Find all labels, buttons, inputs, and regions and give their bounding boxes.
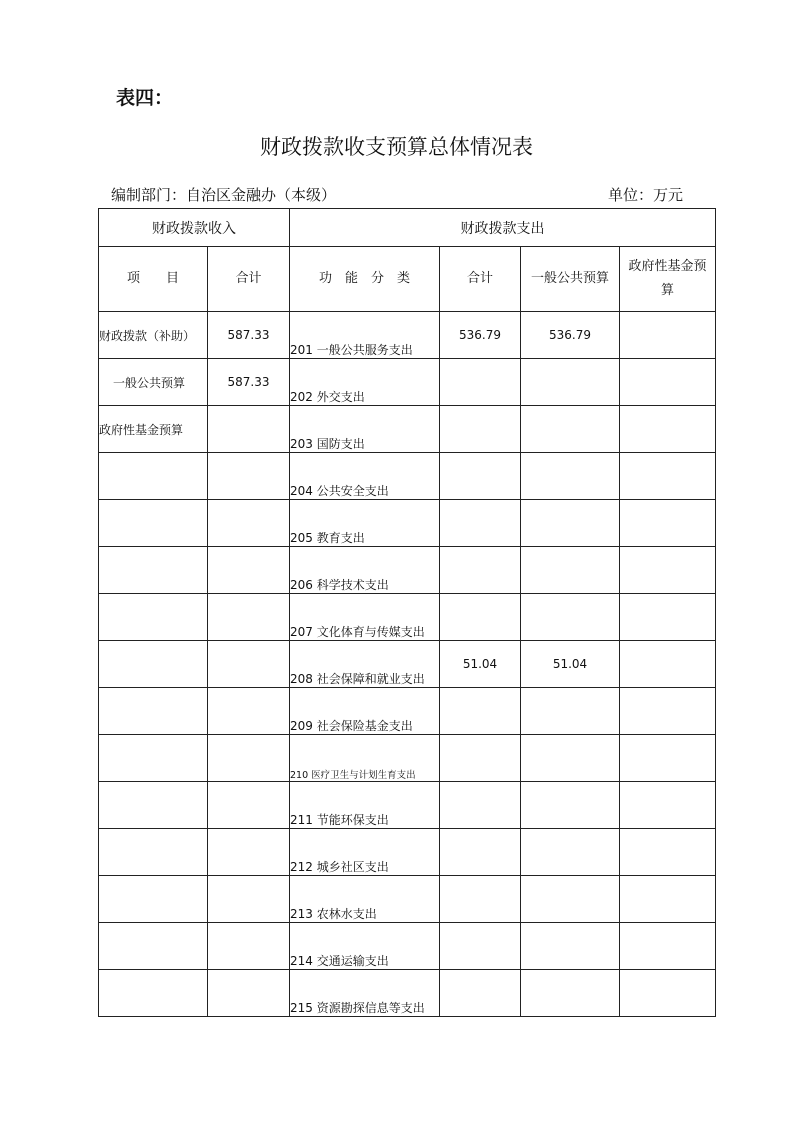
income-item-cell: 政府性基金预算 <box>99 406 208 453</box>
income-item-cell <box>99 876 208 923</box>
general-budget-cell <box>521 359 620 406</box>
table-label: 表四： <box>116 87 174 109</box>
expense-total-cell <box>440 876 521 923</box>
income-item-cell <box>99 923 208 970</box>
gov-fund-cell <box>620 829 716 876</box>
income-item-cell <box>99 970 208 1017</box>
gov-fund-header-line1: 政府性基金预 <box>628 259 707 274</box>
gov-fund-cell <box>620 923 716 970</box>
income-item-cell <box>99 735 208 782</box>
gov-fund-cell <box>620 641 716 688</box>
function-class-cell: 210 医疗卫生与计划生育支出 <box>290 735 440 782</box>
gov-fund-cell <box>620 735 716 782</box>
function-class-header: 功 能 分 类 <box>290 247 440 312</box>
expense-total-cell <box>440 970 521 1017</box>
expense-total-cell <box>440 453 521 500</box>
income-total-cell <box>208 970 290 1017</box>
gov-fund-cell <box>620 406 716 453</box>
expense-total-cell <box>440 735 521 782</box>
income-item-cell <box>99 688 208 735</box>
income-total-header: 合计 <box>208 247 290 312</box>
function-class-cell: 213 农林水支出 <box>290 876 440 923</box>
income-total-cell <box>208 829 290 876</box>
table-row <box>99 970 716 1017</box>
income-header: 财政拨款收入 <box>99 209 290 247</box>
table-row <box>99 359 716 406</box>
gov-fund-cell <box>620 500 716 547</box>
gov-fund-cell <box>620 688 716 735</box>
general-budget-cell <box>521 970 620 1017</box>
expense-total-cell <box>440 359 521 406</box>
income-total-cell: 587.33 <box>208 359 290 406</box>
gov-fund-cell <box>620 594 716 641</box>
function-class-cell: 211 节能环保支出 <box>290 782 440 829</box>
function-class-cell: 204 公共安全支出 <box>290 453 440 500</box>
income-item-cell <box>99 453 208 500</box>
function-class-cell: 207 文化体育与传媒支出 <box>290 594 440 641</box>
general-budget-cell <box>521 829 620 876</box>
gov-fund-cell <box>620 453 716 500</box>
gov-fund-cell <box>620 547 716 594</box>
unit-label: 单位：万元 <box>608 186 684 204</box>
function-class-cell: 208 社会保障和就业支出 <box>290 641 440 688</box>
expense-total-cell: 51.04 <box>440 641 521 688</box>
department-label: 编制部门：自治区金融办（本级） <box>111 186 337 204</box>
page-title: 财政拨款收支预算总体情况表 <box>260 135 533 159</box>
income-item-cell: 一般公共预算 <box>99 359 208 406</box>
income-total-cell <box>208 453 290 500</box>
gov-fund-cell <box>620 312 716 359</box>
table-row <box>99 735 716 782</box>
gov-fund-cell <box>620 359 716 406</box>
item-header: 项 目 <box>99 247 208 312</box>
general-budget-cell <box>521 500 620 547</box>
gov-fund-header <box>620 247 716 312</box>
expense-total-cell: 536.79 <box>440 312 521 359</box>
general-budget-cell <box>521 876 620 923</box>
income-item-cell: 财政拨款（补助） <box>99 312 208 359</box>
expense-total-cell <box>440 688 521 735</box>
income-total-cell <box>208 594 290 641</box>
function-class-cell: 201 一般公共服务支出 <box>290 312 440 359</box>
budget-table <box>98 208 716 1017</box>
general-budget-cell <box>521 406 620 453</box>
income-total-cell <box>208 876 290 923</box>
table-row <box>99 688 716 735</box>
gov-fund-cell <box>620 970 716 1017</box>
function-class-cell: 215 资源勘探信息等支出 <box>290 970 440 1017</box>
general-budget-cell <box>521 923 620 970</box>
table-row <box>99 453 716 500</box>
income-total-cell <box>208 688 290 735</box>
table-row <box>99 547 716 594</box>
function-class-cell: 203 国防支出 <box>290 406 440 453</box>
expense-total-cell <box>440 500 521 547</box>
gov-fund-header-line2: 算 <box>660 283 674 298</box>
function-class-cell: 214 交通运输支出 <box>290 923 440 970</box>
income-item-cell <box>99 829 208 876</box>
table-row <box>99 923 716 970</box>
function-class-cell: 206 科学技术支出 <box>290 547 440 594</box>
function-class-cell: 205 教育支出 <box>290 500 440 547</box>
income-total-cell <box>208 547 290 594</box>
table-row <box>99 876 716 923</box>
table-row <box>99 594 716 641</box>
expense-total-cell <box>440 594 521 641</box>
expense-total-cell <box>440 923 521 970</box>
gov-fund-cell <box>620 782 716 829</box>
table-row <box>99 782 716 829</box>
general-budget-cell: 536.79 <box>521 312 620 359</box>
income-item-cell <box>99 500 208 547</box>
general-budget-cell <box>521 453 620 500</box>
expense-header: 财政拨款支出 <box>290 209 716 247</box>
income-total-cell <box>208 735 290 782</box>
table-row <box>99 406 716 453</box>
income-item-cell <box>99 782 208 829</box>
header-row-1 <box>99 209 716 247</box>
table-row <box>99 641 716 688</box>
income-total-cell <box>208 406 290 453</box>
function-class-cell: 209 社会保险基金支出 <box>290 688 440 735</box>
table-row <box>99 312 716 359</box>
expense-total-cell <box>440 406 521 453</box>
general-budget-cell: 51.04 <box>521 641 620 688</box>
general-budget-cell <box>521 688 620 735</box>
general-budget-cell <box>521 594 620 641</box>
function-class-cell: 202 外交支出 <box>290 359 440 406</box>
general-budget-cell <box>521 735 620 782</box>
general-budget-cell <box>521 547 620 594</box>
expense-total-cell <box>440 829 521 876</box>
expense-total-header: 合计 <box>440 247 521 312</box>
income-total-cell <box>208 500 290 547</box>
income-item-cell <box>99 547 208 594</box>
expense-total-cell <box>440 547 521 594</box>
general-budget-cell <box>521 782 620 829</box>
gov-fund-cell <box>620 876 716 923</box>
general-budget-header: 一般公共预算 <box>521 247 620 312</box>
expense-total-cell <box>440 782 521 829</box>
income-total-cell: 587.33 <box>208 312 290 359</box>
income-total-cell <box>208 782 290 829</box>
header-row-2 <box>99 247 716 312</box>
income-total-cell <box>208 641 290 688</box>
income-item-cell <box>99 641 208 688</box>
function-class-cell: 212 城乡社区支出 <box>290 829 440 876</box>
table-row <box>99 500 716 547</box>
income-total-cell <box>208 923 290 970</box>
income-item-cell <box>99 594 208 641</box>
table-row <box>99 829 716 876</box>
